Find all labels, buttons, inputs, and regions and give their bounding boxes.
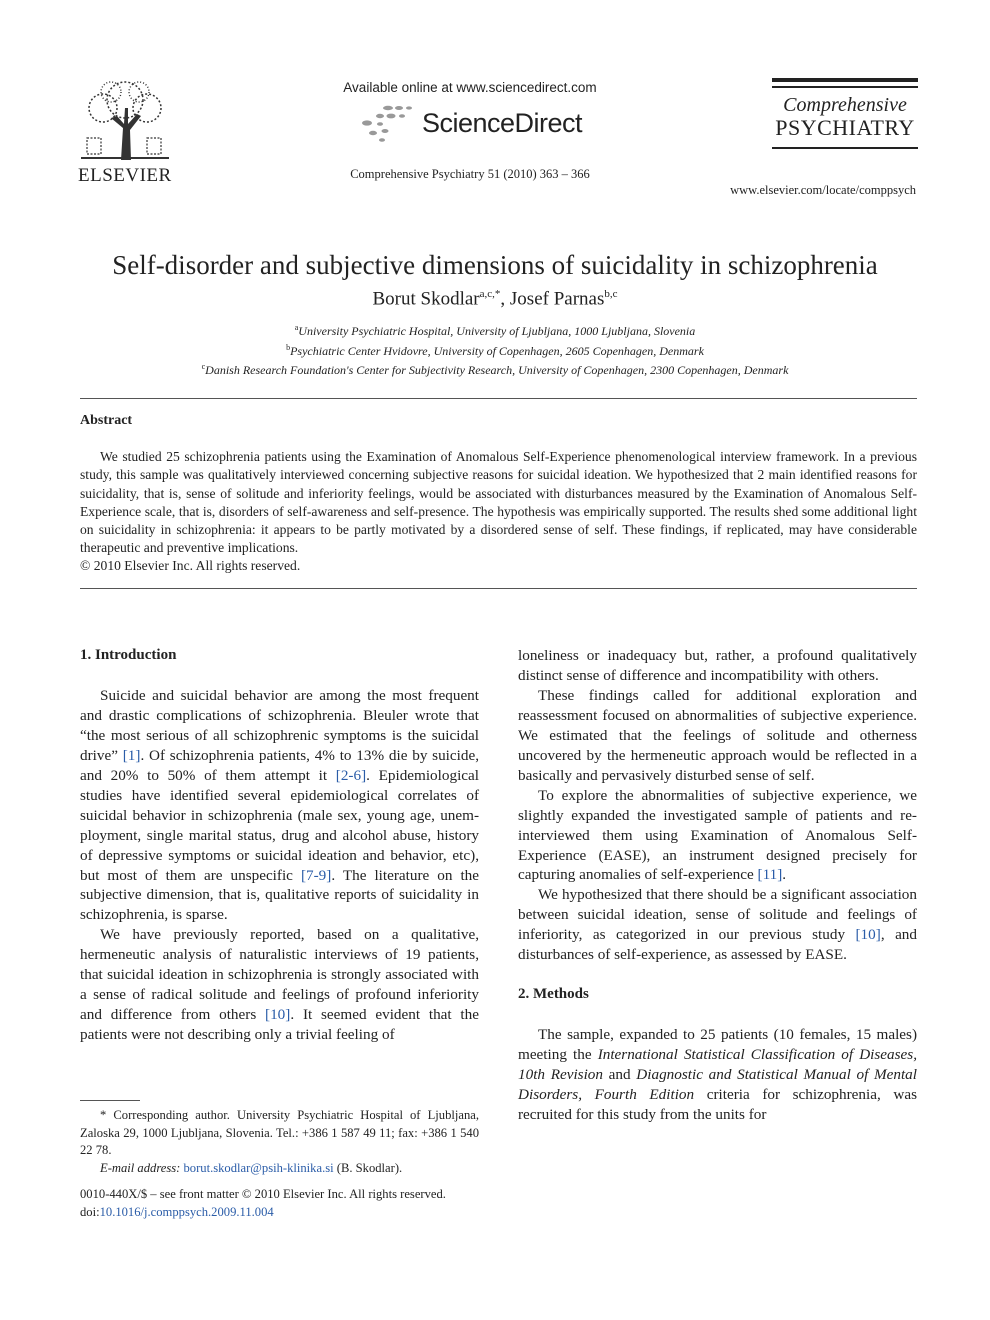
abstract-body: We studied 25 schizophrenia patients using the Examination of Anomalous Self-Experience phenomenological interview framework. In a previous study, this sample was qualitatively interviewed concerning subjective reasons for suicidal ideation. We hypothesized that 2 main identified reasons for suicidality, that is, sense of solitude and inferiority feelings, would be associated with disturbances measured by the Examination of Anomalous Self-Experience scale, that is, disorders of self-awareness and self-presence. The hypothesis was empirically supported. The results shed some additional light on suicidality in schizophrenia: it appears to be partly motivated by a disordered sense of self. These findings, if replicated, may have considerable therapeutic and preventive implications. (80, 449, 917, 556)
author-list (60, 288, 930, 310)
methods-paragraph (518, 1025, 917, 1125)
journal-name-line2: PSYCHIATRY (775, 115, 915, 140)
left-column (80, 646, 479, 1045)
footnote (80, 1107, 479, 1177)
affiliation-mark: b (286, 342, 291, 352)
author-name: Borut Skodlar (372, 288, 480, 310)
sciencedirect-wordmark: ScienceDirect (421, 107, 583, 138)
citation-link[interactable]: [10] (855, 926, 881, 944)
elsevier-logo (78, 78, 172, 186)
sciencedirect-logo[interactable] (300, 101, 640, 145)
article-title: Self-disorder and subjective dimensions of suicidality in schizophrenia (112, 250, 878, 280)
sciencedirect-dots-icon (358, 103, 416, 143)
citation-link[interactable]: [7-9] (300, 866, 332, 884)
abstract-bottom-rule (80, 588, 917, 589)
paragraph-text: Suicide and suicidal behavior are among the most frequent and drastic complications of schizophrenia. Bleuler wrote that “the most serious of all schizophrenic symptoms is the suicidal drive” (80, 686, 479, 764)
citation-link[interactable]: [2-6] (335, 766, 367, 784)
paragraph-text: . It seemed evident that the patients were not describing only a trivial feeling of (80, 1006, 479, 1044)
affiliation-item (60, 320, 930, 340)
author-name: Josef Parnas (509, 288, 605, 310)
affiliation-mark: c (201, 362, 206, 371)
abstract-heading: Abstract (80, 413, 133, 428)
paragraph-text: , and disturbances of self-experience, as assessed by EASE. (518, 926, 917, 964)
email-note (80, 1160, 479, 1178)
email-link[interactable]: borut.skodlar@psih-klinika.si (183, 1160, 334, 1175)
body-paragraph (518, 885, 917, 965)
affiliation-text: Danish Research Foundation's Center for Subjectivity Research, University of Copenhagen, 2300 Copenhagen, Denmark (205, 363, 789, 377)
paragraph-text: . Of schizophrenia patients, 4% to 13% die by suicide, and 20% to 50% of them attempt it (80, 746, 479, 784)
email-suffix: (B. Skodlar). (333, 1160, 403, 1175)
citation-link[interactable]: [1] (122, 746, 141, 764)
doi-label: doi: (80, 1204, 100, 1219)
journal-logo (772, 78, 918, 149)
abstract-copyright: © 2010 Elsevier Inc. All rights reserved. (80, 558, 301, 573)
affiliations (60, 320, 930, 379)
affiliation-item (60, 340, 930, 360)
paragraph-text: The sample, expanded to 25 patients (10 females, 15 males) meeting the (518, 1026, 917, 1064)
journal-logo-rule (772, 147, 918, 149)
paragraph-text: To explore the abnormalities of subjective experience, we slightly expanded the investigated sample of patients and re-interviewed them using Examination of Anomalous Self-Experience (EASE), an instrument designed precisely for capturing anomalies of self-experience (518, 786, 917, 884)
journal-logo-rule (772, 86, 918, 88)
journal-name-line1: Comprehensive (783, 94, 907, 116)
doi-link[interactable]: 10.1016/j.comppsych.2009.11.004 (99, 1204, 274, 1219)
paragraph-text: We hypothesized that there should be a significant association between suicidal ideation, sense of solitude and feelings of inferiority, as categorized in our previous study (518, 886, 917, 944)
paragraph-text: . Epidemiological studies have identified several epidemiological correlates of suicidal behavior in schizophrenia (male sex, young age, unem-ployment, single marital status, drug and alcohol abuse, history of depressive symptoms or suicidal ideation and behavior, etc), but most of them are unspecific (80, 766, 479, 884)
paragraph-text-italic: International Statistical Classification of Diseases, 10th Revision (518, 1046, 917, 1084)
citation-link[interactable]: [11] (757, 866, 783, 884)
paragraph-text-italic: Diagnostic and Statistical Manual of Mental Disorders, Fourth Edition (518, 1066, 917, 1104)
paragraph-text: and (602, 1066, 637, 1084)
author-affiliation-marks: b,c (604, 288, 618, 300)
body-paragraph (518, 786, 917, 886)
author-affiliation-marks: a,c, (479, 288, 495, 300)
corresponding-author-note: * Corresponding author. University Psychiatric Hospital of Ljubljana, Zaloska 29, 1000 Ljubljana, Slovenia. Tel.: +386 1 587 49 11; fax: +386 1 540 22 78. (80, 1108, 479, 1157)
front-matter (80, 1186, 500, 1221)
body-paragraph: These findings called for additional exploration and reassessment focused on abnormalities of subjective experience. We estimated that the feelings of solitude and otherness uncovered by the hermeneutic approach would be reflected in a basically and pervasively disturbed sense of self. (518, 686, 917, 784)
publisher-name: ELSEVIER (78, 165, 172, 186)
affiliation-mark: a (294, 323, 299, 332)
affiliation-text: Psychiatric Center Hvidovre, University of Copenhagen, 2605 Copenhagen, Denmark (290, 343, 704, 358)
journal-logo-rule (772, 78, 918, 82)
paragraph-text: . (782, 866, 787, 884)
front-matter-text: 0010-440X/$ – see front matter © 2010 Elsevier Inc. All rights reserved. (80, 1187, 446, 1201)
footnote-rule (80, 1100, 140, 1101)
paragraph-text: . The literature on the subjective dimension, that is, qualitative reports of suicidality in schizophrenia, is sparse. (80, 866, 480, 924)
author-separator: , (500, 288, 510, 310)
affiliation-text: University Psychiatric Hospital, University of Ljubljana, 1000 Ljubljana, Slovenia (298, 324, 696, 338)
abstract-top-rule (80, 398, 917, 399)
citation-link[interactable]: [10] (265, 1006, 291, 1024)
email-label: E-mail address: (100, 1160, 181, 1175)
journal-url[interactable]: www.elsevier.com/locate/comppsych (730, 183, 916, 197)
available-online-text: Available online at www.sciencedirect.com (343, 80, 597, 95)
doi-line (80, 1204, 500, 1222)
intro-paragraph (80, 925, 479, 1045)
right-column (518, 646, 917, 1125)
intro-paragraph (80, 686, 479, 925)
paragraph-text: criteria for schizophrenia, was recruited for this study from the units for (518, 1086, 917, 1124)
elsevier-tree-icon (81, 78, 169, 160)
paragraph-text: We have previously reported, based on a qualitative, hermeneutic analysis of naturalistic interviews of 19 patients, that suicidal ideation in schizophrenia is strongly associated with a sense of radical solitude and feelings of profound inferiority and difference from others (80, 926, 479, 1024)
affiliation-item (60, 359, 930, 379)
corresponding-author-mark[interactable]: * (494, 288, 501, 300)
journal-header-center (300, 80, 640, 182)
section-heading-methods: 2. Methods (518, 986, 589, 1003)
section-heading-introduction: 1. Introduction (80, 647, 177, 663)
body-paragraph: loneliness or inadequacy but, rather, a profound qualitatively distinct sense of difference and incompatibility with others. (518, 647, 917, 684)
journal-citation: Comprehensive Psychiatry 51 (2010) 363 – 366 (350, 167, 590, 181)
